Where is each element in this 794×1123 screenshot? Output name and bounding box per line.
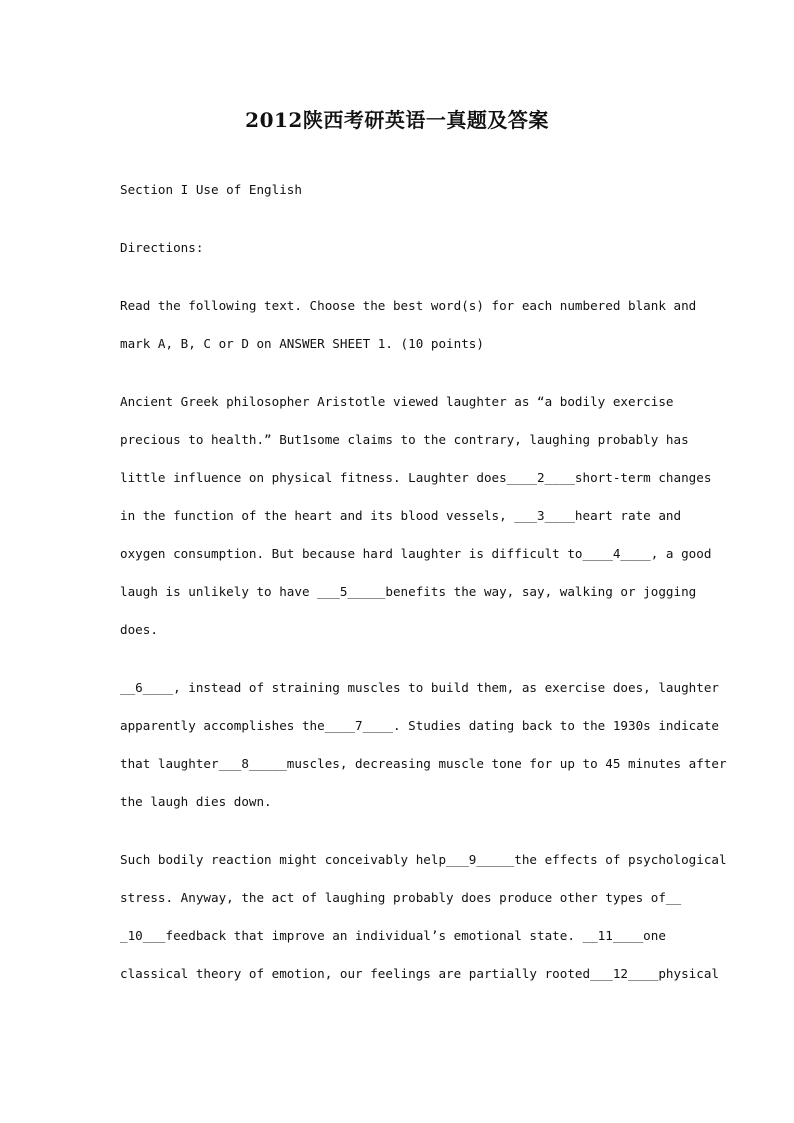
passage-line: _10___feedback that improve an individual’s emotional state. __11____one: [120, 928, 666, 943]
passage-line: Such bodily reaction might conceivably help___9_____the effects of psychological: [120, 852, 727, 867]
passage-line: in the function of the heart and its blood vessels, ___3____heart rate and: [120, 508, 682, 523]
passage-line: classical theory of emotion, our feelings are partially rooted___12____physical: [120, 966, 719, 981]
passage-line: little influence on physical fitness. Laughter does____2____short-term changes: [120, 470, 712, 485]
passage-line: stress. Anyway, the act of laughing probably does produce other types of__: [120, 890, 682, 905]
passage-line: apparently accomplishes the____7____. Studies dating back to the 1930s indicate: [120, 718, 719, 733]
page-title: 2012陕西考研英语一真题及答案: [245, 108, 549, 132]
passage-line: oxygen consumption. But because hard laughter is difficult to____4____, a good: [120, 546, 712, 561]
section-heading: Section I Use of English: [120, 182, 302, 197]
passage-line: that laughter___8_____muscles, decreasing muscle tone for up to 45 minutes after: [120, 756, 727, 771]
directions-text-line: Read the following text. Choose the best word(s) for each numbered blank and: [120, 298, 697, 313]
passage-line: the laugh dies down.: [120, 794, 272, 809]
directions-heading: Directions:: [120, 240, 204, 255]
passage-line: Ancient Greek philosopher Aristotle viewed laughter as “a bodily exercise: [120, 394, 674, 409]
passage-line: does.: [120, 622, 158, 637]
passage-line: precious to health.” But1some claims to the contrary, laughing probably has: [120, 432, 689, 447]
passage-line: __6____, instead of straining muscles to build them, as exercise does, laughter: [120, 680, 719, 695]
directions-text-line: mark A, B, C or D on ANSWER SHEET 1. (10 points): [120, 336, 484, 351]
passage-line: laugh is unlikely to have ___5_____benefits the way, say, walking or jogging: [120, 584, 697, 599]
